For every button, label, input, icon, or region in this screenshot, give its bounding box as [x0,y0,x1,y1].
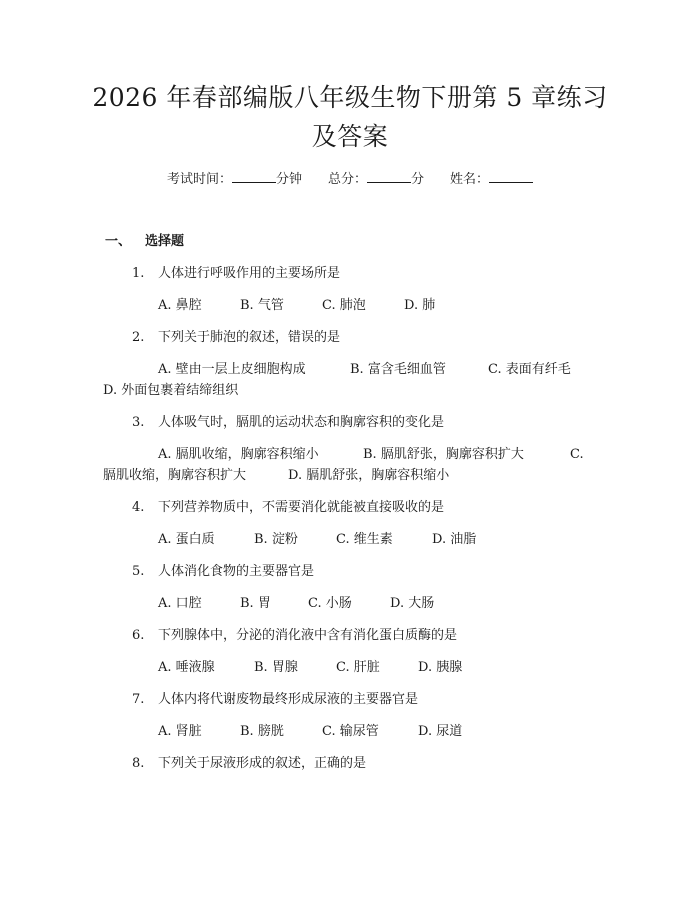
option-d: D. 大肠 [390,596,435,611]
question-7 [132,688,418,707]
option-d: D. 肺 [404,298,436,313]
option-c-label: C. [570,447,584,462]
option-b: B. 淀粉 [254,532,298,547]
section-number: 一、 [105,234,132,249]
question-text: 下列关于尿液形成的叙述，正确的是 [158,756,367,771]
question-number: 4. [132,500,145,515]
exam-meta [0,168,700,187]
question-number: 6. [132,628,145,643]
question-number: 8. [132,756,145,771]
option-d: D. 油脂 [432,532,477,547]
score-blank [367,171,411,183]
option-b: B. 气管 [240,298,284,313]
name-label: 姓名： [450,172,490,187]
option-b: B. 胃腺 [254,660,298,675]
question-7-options [158,720,462,739]
question-5 [132,560,314,579]
option-c: C. 表面有纤毛 [488,362,571,377]
question-5-options [158,592,434,611]
question-text: 下列营养物质中，不需要消化就能被直接吸收的是 [158,500,445,515]
question-text: 人体消化食物的主要器官是 [158,564,315,579]
name-blank [489,171,533,183]
option-d: D. 外面包裹着结缔组织 [103,383,239,398]
option-b: B. 富含毛细血管 [350,362,446,377]
question-2-options-wrap [103,379,238,398]
option-c: C. 肺泡 [322,298,366,313]
option-d: D. 尿道 [418,724,463,739]
option-d: D. 膈肌舒张，胸廓容积缩小 [288,468,450,483]
score-label: 总分： [327,172,367,187]
question-number: 2. [132,330,145,345]
question-text: 下列关于肺泡的叙述，错误的是 [158,330,341,345]
time-label: 考试时间： [166,172,232,187]
question-number: 1. [132,266,145,281]
question-number: 7. [132,692,145,707]
option-c: C. 小肠 [308,596,352,611]
question-1-options [158,294,435,313]
time-blank [232,171,276,183]
question-4 [132,496,444,515]
score-unit: 分 [411,172,425,187]
option-a: A. 壁由一层上皮细胞构成 [158,362,306,377]
option-c: C. 肝脏 [336,660,380,675]
question-1 [132,262,340,281]
page-title [70,78,630,156]
option-c: C. 维生素 [336,532,393,547]
question-number: 5. [132,564,145,579]
option-b: B. 膀胱 [240,724,284,739]
option-a: A. 唾液腺 [158,660,215,675]
question-3 [132,411,444,430]
option-c: C. 输尿管 [322,724,379,739]
time-unit: 分钟 [275,172,302,187]
option-a: A. 膈肌收缩，胸廓容积缩小 [158,447,319,462]
title-line-1: 2026 年春部编版八年级生物下册第 5 章练习 [92,83,608,112]
option-a: A. 鼻腔 [158,298,202,313]
section-title: 选择题 [145,234,185,249]
question-2 [132,326,340,345]
option-a: A. 口腔 [158,596,202,611]
option-a: A. 肾脏 [158,724,202,739]
title-line-2: 及答案 [311,122,389,151]
question-text: 人体吸气时，膈肌的运动状态和胸廓容积的变化是 [158,415,445,430]
option-b: B. 胃 [240,596,271,611]
question-8 [132,752,366,771]
option-a: A. 蛋白质 [158,532,215,547]
option-d: D. 胰腺 [418,660,463,675]
question-text: 下列腺体中，分泌的消化液中含有消化蛋白质酶的是 [158,628,458,643]
section-heading [105,230,184,249]
question-text: 人体进行呼吸作用的主要场所是 [158,266,341,281]
question-3-options [158,443,584,462]
question-6-options [158,656,462,675]
question-2-options [158,358,571,377]
question-text: 人体内将代谢废物最终形成尿液的主要器官是 [158,692,419,707]
question-6 [132,624,457,643]
option-c-text: 膈肌收缩，胸廓容积扩大 [103,468,247,483]
option-b: B. 膈肌舒张，胸廓容积扩大 [363,447,524,462]
question-number: 3. [132,415,145,430]
question-3-options-wrap [103,464,449,483]
question-4-options [158,528,476,547]
